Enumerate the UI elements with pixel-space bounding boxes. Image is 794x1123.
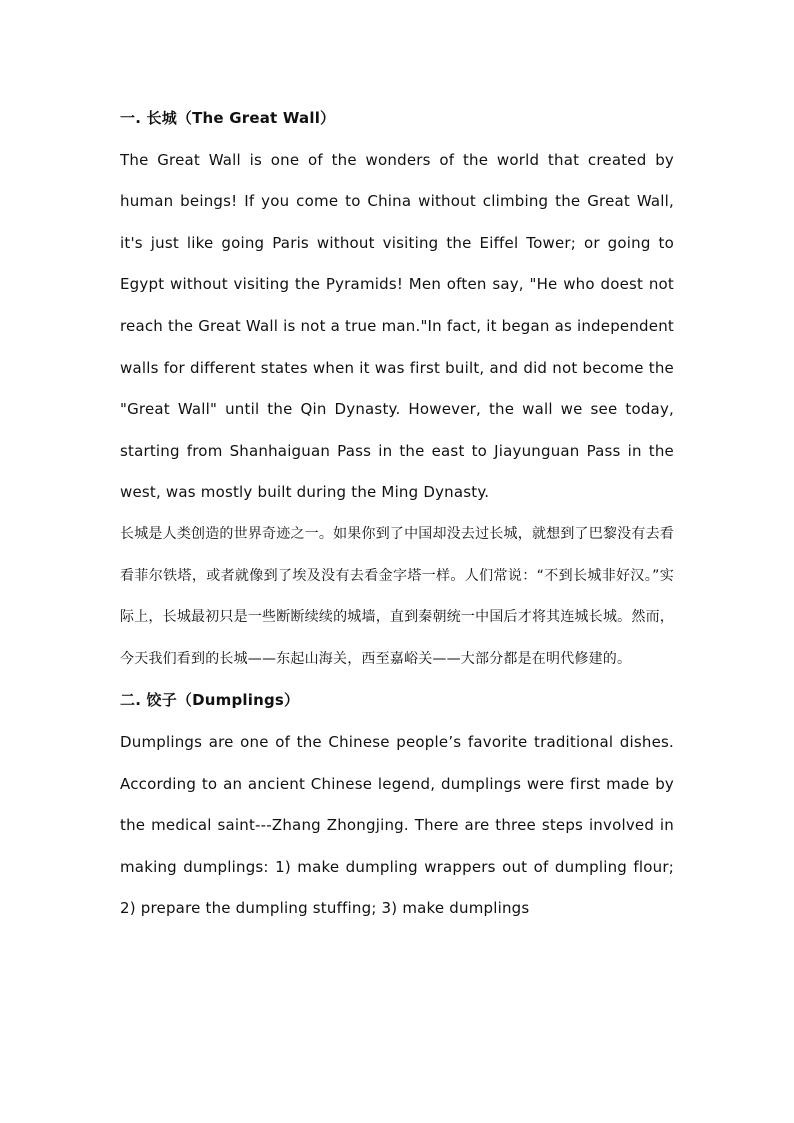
great-wall-english-paragraph: The Great Wall is one of the wonders of the world that created by human beings! If you come to China without climbing the Great Wall, it's just like going Paris without visiting the Eiffel Tower; or going to Egypt without visiting the Pyramids! Men often say, "He who doest not reach the Great Wall is not a true man."In fact, it began as independent walls for different states when it was first built, and did not become the "Great Wall" until the Qin Dynasty. However, the wall we see today, starting from Shanhaiguan Pass in the east to Jiayunguan Pass in the west, was mostly built during the Ming Dynasty. (120, 150, 674, 502)
great-wall-chinese-paragraph: 长城是人类创造的世界奇迹之一。如果你到了中国却没去过长城，就想到了巴黎没有去看看菲尔铁塔，或者就像到了埃及没有去看金字塔一样。人们常说：“不到长城非好汉。”实际上，长城最初只是一些断断续续的城墙，直到秦朝统一中国后才将其连城长城。然而，今天我们看到的长城——东起山海关，西至嘉峪关——大部分都是在明代修建的。 (120, 525, 674, 667)
section-heading-great-wall: 一. 长城（The Great Wall） (120, 109, 336, 127)
section-heading-dumplings: 二. 饺子（Dumplings） (120, 691, 300, 710)
document-body (120, 98, 674, 930)
dumplings-english-paragraph: Dumplings are one of the Chinese people’s favorite traditional dishes. According to an ancient Chinese legend, dumplings were first made by the medical saint---Zhang Zhongjing. There are three steps involved in making dumplings: 1) make dumpling wrappers out of dumpling flour; 2) prepare the dumpling stuffing; 3) make dumplings (120, 732, 674, 918)
